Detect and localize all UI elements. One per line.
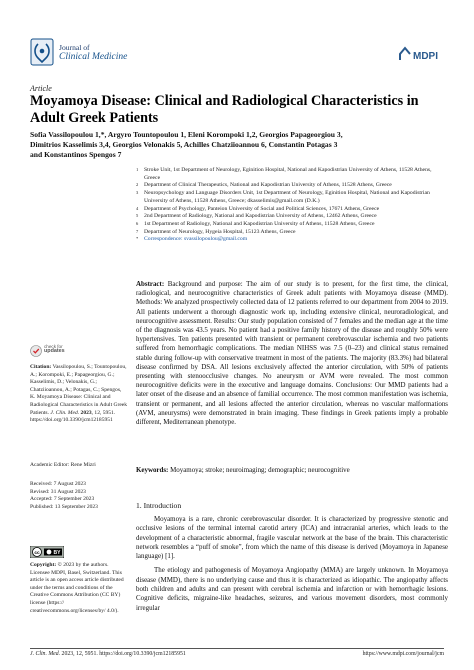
keywords	[136, 466, 448, 475]
author-line: Sofia Vassilopoulou 1,*, Argyro Tountopoulou 1, Eleni Korompoki 1,2, Georgios Papageorgiou 3,	[30, 130, 343, 139]
date-revised: Revised: 31 August 2023	[30, 488, 86, 495]
abstract-text: Background and purpose: The aim of our study is to present, for the first time, the clinical, radiological, and neurocognitive characteristics of Greek adult patients with Moyamoya disease (MMD). Methods: We analyzed prospectively collected data of 12 patients referred to our department from 2004 to 2019. All patients underwent a thorough diagnostic work up, including extensive clinical, neuroradiological, and neurocognitive assessment. Results: Our study population consisted of 7 females and the median age at the time of the diagnosis was 43.5 years. No patient had a positive family history of the disease and roughly 50% were hypertensives. Ten patients presented with transient or permanent cerebrovascular ischemia and two patients suffered from hemorrhagic complications. The median NIHSS was 7.5 (0–23) and clinical status remained stable during follow-up with conservative treatment in most of the patients. The majority (83.3%) had bilateral disease confirmed by DSA. All lesions exclusively affected the anterior circulation, with 50% of patients presenting with stenoocclusive changes. No aneurysm or AVM were revealed. The most common neurocognitive deficits were in the executive and language domains. Conclusions: Our MMD patients had a later onset of the disease and an absence of familial occurrence. The most common manifestation was ischemia, transient or permanent, and all lesions affected the anterior circulation, whereas no vascular malformations (AVM, aneurysms) were demonstrated in brain imaging. These findings in Greek patients imply a probable different, Mediterranean phenotype.	[136, 280, 448, 427]
publication-dates	[30, 481, 128, 511]
journal-logo-icon	[30, 38, 54, 66]
keywords-label: Keywords:	[136, 466, 169, 474]
footer-divider	[30, 648, 444, 649]
date-published: Published: 13 September 2023	[30, 503, 98, 510]
journal-title: Clinical Medicine	[59, 51, 128, 62]
cc-by-license-icon[interactable]	[30, 546, 64, 558]
affiliation-item: 7 Department of Neurology, Hygeia Hospital, 15123 Athens, Greece	[136, 228, 296, 235]
affiliation-item: 2 Department of Clinical Therapeutics, National and Kapodistrian University of Athens, 11528 Athens, Greece	[136, 182, 392, 189]
academic-editor: Academic Editor: Rene Mizri	[30, 462, 96, 468]
affiliation-item: 5 2nd Department of Radiology, National and Kapodistrian University of Athens, 12462 Athens, Greece	[136, 213, 377, 220]
citation-text: Vassilopoulou, S.; Tountopoulou, A.; Korompoki, E.; Papageorgiou, G.; Kasselimis, D.; Velonakis, G.; Chatziioannou, A.; Potagas, C.; Spengos, K. Moyamoya Disease: Clinical and Radiological Characteristics in Adult Greek Patients.	[30, 364, 128, 416]
svg-text:cc: cc	[34, 551, 40, 556]
footer-journal-url[interactable]: https://www.mdpi.com/journal/jcm	[362, 651, 444, 657]
copyright-block	[30, 562, 128, 615]
correspondence: * Correspondence: svassilopoulou@gmail.com	[136, 236, 248, 243]
mdpi-logo-text: MDPI	[413, 51, 438, 62]
section-heading: 1. Introduction	[136, 501, 182, 510]
author-line: and Konstantinos Spengos 7	[30, 150, 122, 159]
journal-name	[59, 43, 127, 62]
page-footer	[30, 651, 444, 657]
citation-label: Citation:	[30, 364, 52, 370]
svg-text:BY: BY	[53, 550, 61, 557]
mdpi-logo-icon	[396, 44, 440, 64]
affiliation-item: 1 Stroke Unit, 1st Department of Neurology, Eginition Hospital, National and Kapodistrian University of Athens, 11528 Athens, Greece	[136, 167, 432, 181]
abstract	[136, 280, 448, 427]
citation-year: 2023	[80, 409, 92, 416]
author-list	[30, 130, 450, 160]
abstract-label: Abstract:	[136, 280, 165, 288]
affiliation-item: 3 Neuropsychology and Language Disorders Unit, 1st Department of Neurology, Eginition Hospital, National and Kapodistrian University of Athens, 11528 Athens, Greece; dkasselimis@gmail.com (D.K.)	[136, 190, 430, 204]
footer-citation[interactable]: 2023, 12, 5951. https://doi.org/10.3390/jcm12185951	[60, 651, 186, 657]
copyright-label: Copyright:	[30, 562, 57, 568]
citation-journal: J. Clin. Med.	[50, 409, 80, 416]
article-title: Moyamoya Disease: Clinical and Radiological Characteristics in Adult Greek Patients	[30, 93, 419, 126]
date-accepted: Accepted: 7 September 2023	[30, 496, 95, 503]
affiliation-item: 6 1st Department of Radiology, National and Kapodistrian University of Athens, 11528 Athens, Greece	[136, 220, 375, 227]
check-updates-line2: updates	[44, 348, 65, 355]
journal-prefix: Journal of	[59, 43, 90, 52]
author-line: Dimitrios Kasselimis 3,4, Georgios Velonakis 5, Achilles Chatziioannou 6, Constantin Potagas 3	[30, 140, 338, 149]
paragraph: Moyamoya is a rare, chronic cerebrovascular disorder. It is characterized by progressive stenotic and occlusive lesions of the terminal internal carotid artery (ICA) and intracranial arteries, which leads to the development of a characteristic abnormal, fragile vascular network at the base of the brain. This characteristic network resembles a “puff of smoke”, from which the name of this disease is derived (Moyamoya in Japanese language) [1].	[136, 515, 448, 561]
date-received: Received: 7 August 2023	[30, 481, 86, 487]
affiliation-item: 4 Department of Psychology, Panteion University of Social and Political Sciences, 17671 Athens, Greece	[136, 205, 380, 212]
article-type: Article	[30, 84, 52, 93]
check-updates-button[interactable]	[30, 344, 76, 358]
citation-block	[30, 364, 128, 425]
footer-journal: J. Clin. Med.	[30, 651, 61, 657]
introduction-body	[136, 515, 448, 618]
check-updates-icon	[30, 345, 42, 357]
keywords-text: Moyamoya; stroke; neuroimaging; demographic; neurocognitive	[170, 466, 350, 474]
check-updates-line1: check for	[44, 344, 63, 349]
citation-rest[interactable]: , 12, 5951. https://doi.org/10.3390/jcm12185951	[30, 409, 116, 424]
copyright-text: © 2023 by the authors. Licensee MDPI, Basel, Switzerland. This article is an open access article distributed under the terms and conditions of the Creative Commons Attribution (CC BY) license (https:// creativecommons.org/licenses/by/ 4.0/).	[30, 562, 124, 614]
affiliations	[136, 167, 446, 244]
paragraph: The etiology and pathogenesis of Moyamoya Angiopathy (MMA) are largely unknown. In Moyamoya disease (MMD), there is no underlying cause and thus it is characterized as idiopathic. The angiopathy affects both children and adults and can present with cerebral ischemia and infarction or with hemorrhagic lesions. Cognitive deficits, migraine-like headaches, seizures, and various movement disorders, most commonly irregular	[136, 566, 448, 612]
